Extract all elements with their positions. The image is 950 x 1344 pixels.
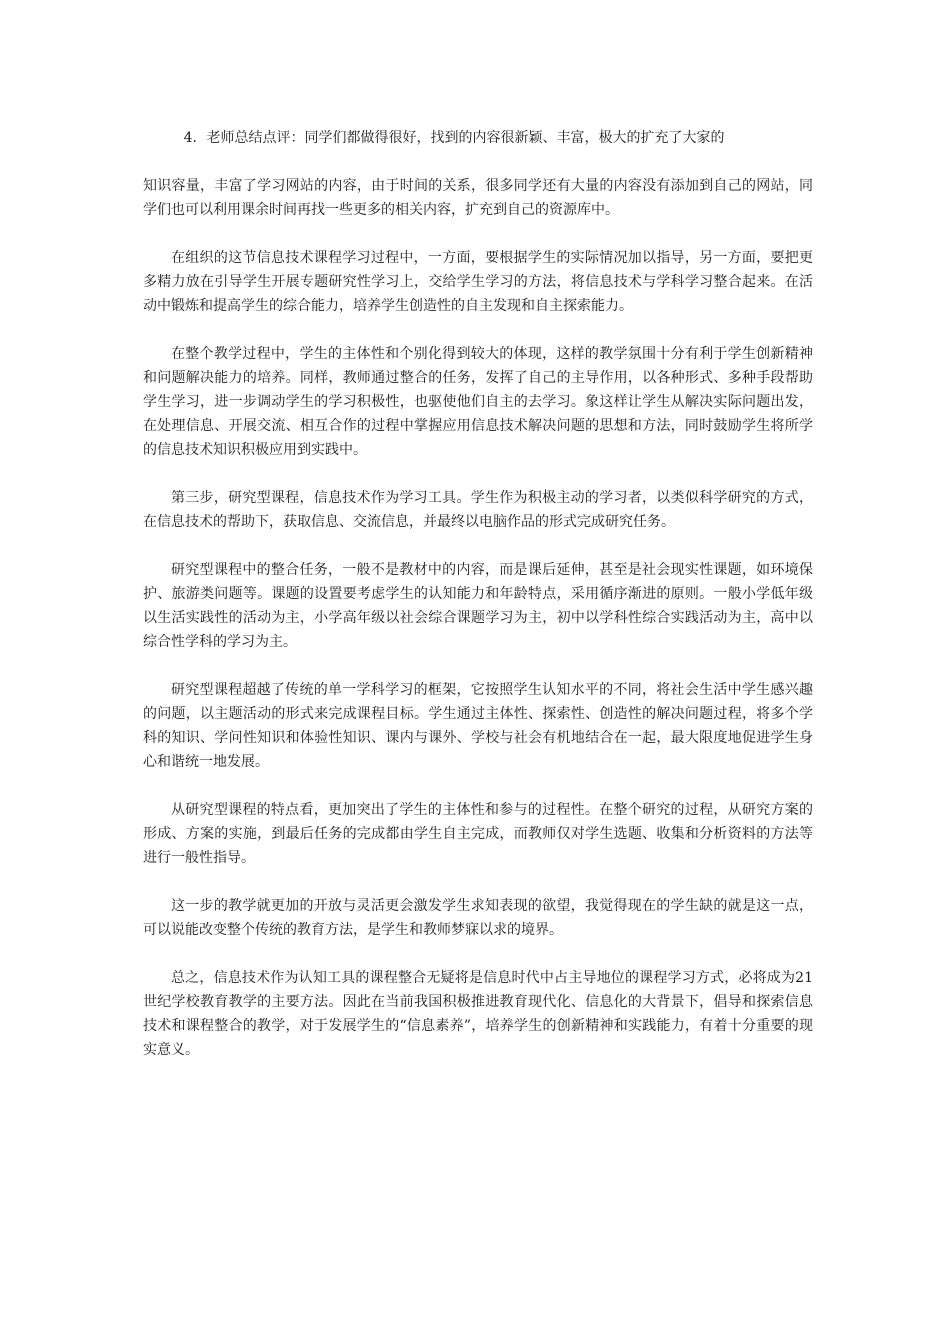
paragraph-integration-task: 研究型课程中的整合任务，一般不是教材中的内容，而是课后延伸，甚至是社会现实性课题，如环境保护、旅游类问题等。课题的设置要考虑学生的认知能力和年龄特点，采用循序渐进的原则。一般小学低年级以生活实践性的活动为主，小学高年级以社会综合课题学习为主，初中以学科性综合实践活动为主，高中以综合性学科的学习为主。 [143,562,813,650]
paragraph-conclusion: 总之，信息技术作为认知工具的课程整合无疑将是信息时代中占主导地位的课程学习方式，必将成为21世纪学校教育教学的主要方法。因此在当前我国积极推进教育现代化、信息化的大背景下，倡导和探索信息技术和课程整合的教学，对于发展学生的“信息素养”，培养学生的创新精神和实践能力，有着十分重要的现实意义。 [143,970,813,1058]
paragraph-course-features: 从研究型课程的特点看，更加突出了学生的主体性和参与的过程性。在整个研究的过程，从研究方案的形成、方案的实施，到最后任务的完成都由学生自主完成，而教师仅对学生选题、收集和分析资料的方法等进行一般性指导。 [143,802,813,866]
paragraph-step-three: 第三步，研究型课程，信息技术作为学习工具。学生作为积极主动的学习者，以类似科学研究的方式，在信息技术的帮助下，获取信息、交流信息，并最终以电脑作品的形式完成研究任务。 [143,490,813,530]
paragraph-summary-heading: 4．老师总结点评：同学们都做得很好，找到的内容很新颖、丰富，极大的扩充了大家的 [183,130,725,146]
paragraph-course-organization: 在组织的这节信息技术课程学习过程中，一方面，要根据学生的实际情况加以指导，另一方面，要把更多精力放在引导学生开展专题研究性学习上，交给学生学习的方法，将信息技术与学科学习整合起来。在活动中锻炼和提高学生的综合能力，培养学生创造性的自主发现和自主探索能力。 [143,250,813,314]
paragraph-teaching-process: 在整个教学过程中，学生的主体性和个别化得到较大的体现，这样的教学氛围十分有利于学生创新精神和问题解决能力的培养。同样，教师通过整合的任务，发挥了自己的主导作用，以各种形式、多种手段帮助学生学习，进一步调动学生的学习积极性，也驱使他们自主的去学习。象这样让学生从解决实际问题出发，在处理信息、开展交流、相互合作的过程中掌握应用信息技术解决问题的思想和方法，同时鼓励学生将所学的信息技术知识积极应用到实践中。 [143,346,813,458]
paragraph-open-teaching: 这一步的教学就更加的开放与灵活更会激发学生求知表现的欲望，我觉得现在的学生缺的就是这一点，可以说能改变整个传统的教育方法，是学生和教师梦寐以求的境界。 [143,898,813,938]
paragraph-research-course: 研究型课程超越了传统的单一学科学习的框架，它按照学生认知水平的不同，将社会生活中学生感兴趣的问题，以主题活动的形式来完成课程目标。学生通过主体性、探索性、创造性的解决问题过程，将多个学科的知识、学问性知识和体验性知识、课内与课外、学校与社会有机地结合在一起，最大限度地促进学生身心和谐统一地发展。 [143,682,813,770]
document-body [143,126,813,1086]
paragraph-knowledge-capacity: 知识容量，丰富了学习网站的内容，由于时间的关系，很多同学还有大量的内容没有添加到自己的网站，同学们也可以利用课余时间再找一些更多的相关内容，扩充到自己的资源库中。 [143,178,813,218]
